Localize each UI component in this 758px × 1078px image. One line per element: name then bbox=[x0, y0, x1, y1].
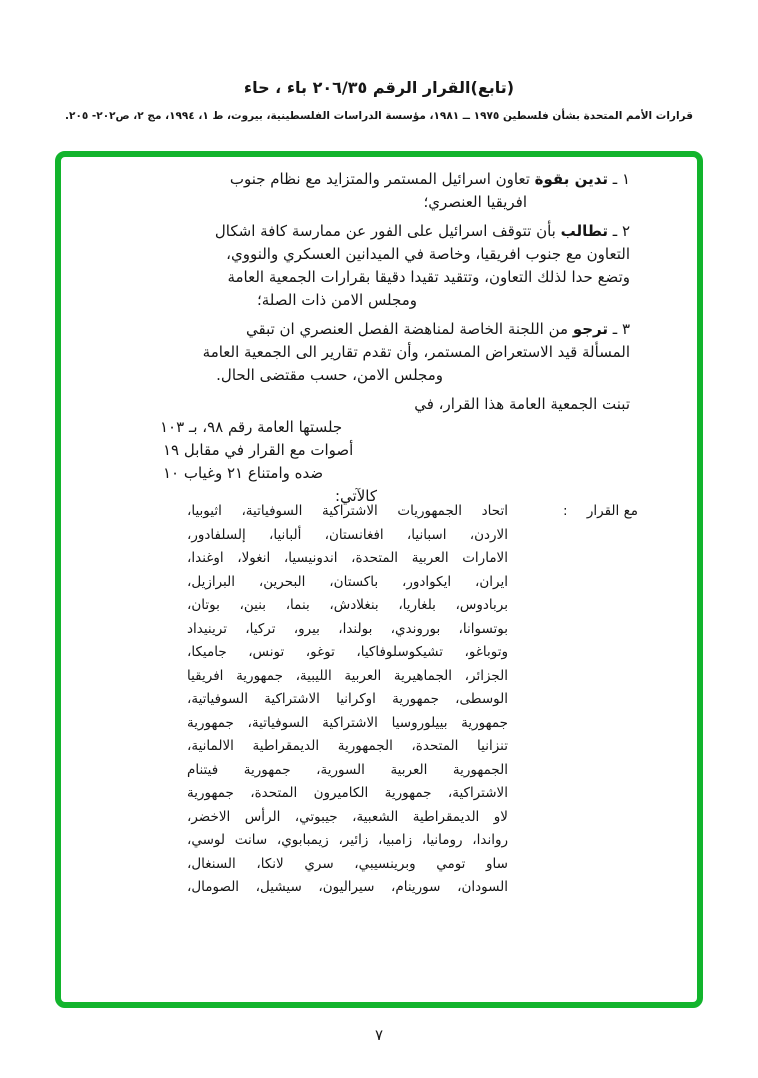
country-list-line: اتحاد الجمهوريات الاشتراكية السوفياتية، اثيوبيا، bbox=[187, 503, 508, 519]
country-list-line: رواندا، رومانيا، زامبيا، زائير، زيمبابوي، سانت لوسي، bbox=[187, 832, 508, 848]
country-list-line: بربادوس، بلغاريا، بنغلادش، بنما، بنين، بوتان، bbox=[187, 597, 508, 613]
adoption-line: جلستها العامة رقم ٩٨، بـ ١٠٣ bbox=[160, 418, 343, 436]
document-title: (تابع)القرار الرقم ٢٠٦/٣٥ باء ، حاء bbox=[243, 78, 515, 97]
paragraph-line: ومجلس الامن ذات الصلة؛ bbox=[256, 291, 417, 309]
item-number: ٢ ـ bbox=[608, 222, 630, 240]
country-list-line: ساو تومي وبرينسيبي، سري لانكا، السنغال، bbox=[187, 855, 508, 872]
adoption-line: كالآتي: bbox=[335, 487, 377, 505]
source-citation: قرارات الأمم المتحدة بشأن فلسطين ١٩٧٥ ــ ١٩٨١، مؤسسة الدراسات الفلسطينية، بيروت، ط ١، ١٩٩٤، مج ٢، ص٢٠٢- ٢٠٥. bbox=[65, 110, 693, 122]
country-list-line: الامارات العربية المتحدة، اندونيسيا، انغولا، اوغندا، bbox=[187, 550, 508, 566]
vote-for-section bbox=[187, 500, 638, 900]
country-list-line: جمهورية بييلوروسيا الاشتراكية السوفياتية، جمهورية bbox=[187, 714, 508, 731]
operative-paragraph-1 bbox=[158, 168, 630, 214]
vote-label-text: مع القرار bbox=[586, 503, 638, 519]
country-list-line: ايران، ايكوادور، باكستان، البحرين، البرازيل، bbox=[187, 573, 508, 590]
paragraph-line: التعاون مع جنوب افريقيا، وخاصة في الميدانين العسكري والنووي، bbox=[226, 245, 630, 263]
paragraph-line: ومجلس الامن، حسب مقتضى الحال. bbox=[216, 366, 443, 384]
paragraph-line: المسألة قيد الاستعراض المستمر، وأن تقدم تقارير الى الجمعية العامة bbox=[202, 343, 630, 361]
operative-paragraph-3 bbox=[158, 318, 630, 387]
country-list-line: الاردن، اسبانيا، افغانستان، ألبانيا، إلسلفادور، bbox=[187, 526, 508, 543]
country-list-line: لاو الديمقراطية الشعبية، جيبوتي، الرأس الاخضر، bbox=[187, 808, 508, 825]
vote-label-colon: : bbox=[563, 503, 568, 519]
country-list-line: الجزائر، الجماهيرية العربية الليبية، جمهورية افريقيا bbox=[187, 667, 508, 684]
item-number: ٣ ـ bbox=[608, 320, 630, 338]
adoption-line: تبنت الجمعية العامة هذا القرار، في bbox=[414, 395, 630, 413]
item-text: من اللجنة الخاصة لمناهضة الفصل العنصري ان تبقي bbox=[245, 320, 573, 338]
item-text: تعاون اسرائيل المستمر والمتزايد مع نظام جنوب bbox=[229, 170, 535, 188]
item-keyword-bold: تطالب bbox=[560, 222, 608, 240]
country-list-line: السودان، سورينام، سيراليون، سيشيل، الصومال، bbox=[187, 879, 508, 895]
country-list-line: وتوباغو، تشيكوسلوفاكيا، توغو، تونس، جاميكا، bbox=[187, 644, 508, 660]
paragraph-line: افريقيا العنصري؛ bbox=[423, 193, 527, 211]
item-keyword-bold: تدين بقوة bbox=[534, 170, 608, 188]
vote-country-list bbox=[187, 500, 508, 900]
adoption-note bbox=[158, 393, 630, 508]
paragraph-line bbox=[158, 318, 630, 341]
paragraph-line bbox=[158, 168, 630, 191]
item-keyword-bold: ترجو bbox=[572, 320, 608, 338]
country-list-line: الاشتراكية، جمهورية الكاميرون المتحدة، جمهورية bbox=[187, 785, 508, 801]
item-text: بأن تتوقف اسرائيل على الفور عن ممارسة كافة اشكال bbox=[214, 222, 561, 240]
country-list-line: تنزانيا المتحدة، الجمهورية الديمقراطية الالمانية، bbox=[187, 738, 508, 754]
item-number: ١ ـ bbox=[608, 170, 630, 188]
country-list-line: الجمهورية العربية السورية، جمهورية فيتنام bbox=[187, 761, 508, 778]
operative-paragraph-2 bbox=[158, 220, 630, 312]
resolution-body bbox=[158, 168, 630, 508]
vote-for-label bbox=[508, 500, 638, 900]
country-list-line: الوسطى، جمهورية اوكرانيا الاشتراكية السوفياتية، bbox=[187, 691, 508, 707]
page-number: ٧ bbox=[374, 1026, 384, 1044]
paragraph-line: وتضع حدا لذلك التعاون، وتتقيد تقيدا دقيقا بقرارات الجمعية العامة bbox=[227, 268, 630, 286]
adoption-line: أصوات مع القرار في مقابل ١٩ bbox=[163, 441, 354, 459]
paragraph-line bbox=[158, 220, 630, 243]
country-list-line: بوتسوانا، بوروندي، بولندا، بيرو، تركيا، ترينيداد bbox=[187, 620, 508, 637]
adoption-line: ضده وامتناع ٢١ وغياب ١٠ bbox=[163, 464, 324, 482]
